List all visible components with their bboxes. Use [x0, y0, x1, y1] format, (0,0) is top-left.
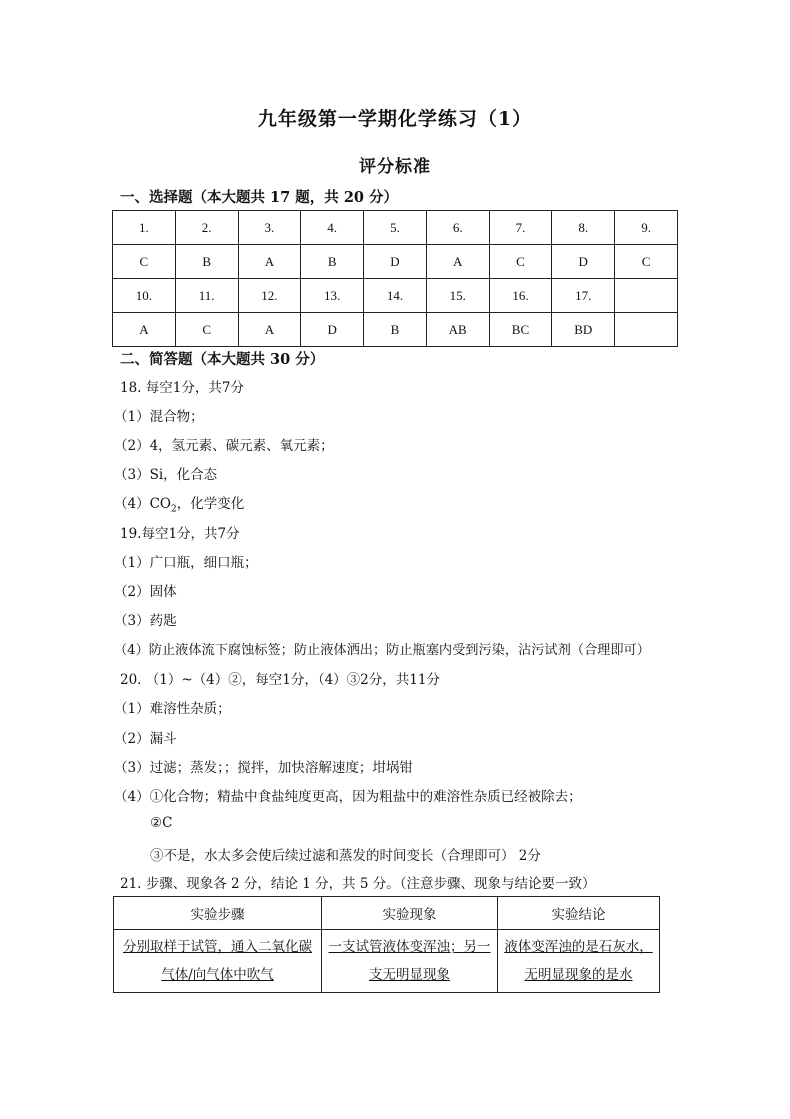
table-cell: 7.: [489, 211, 552, 245]
q20-line-4: （4）①化合物；精盐中食盐纯度更高，因为粗盐中的难溶性杂质已经被除去；: [114, 789, 582, 805]
q20-line-3: （3）过滤；蒸发；；搅拌，加快溶解速度；坩埚钳: [114, 760, 413, 776]
q20-line-6: ③不是，水太多会使后续过滤和蒸发的时间变长（合理即可） 2分: [150, 848, 541, 864]
page-subtitle: 评分标准: [359, 157, 431, 177]
table-cell: 8.: [552, 211, 615, 245]
table-cell: 3.: [238, 211, 301, 245]
table-cell: D: [364, 245, 427, 279]
table-cell: A: [238, 245, 301, 279]
table-cell: A: [238, 313, 301, 347]
table-cell: 12.: [238, 279, 301, 313]
table-row: [113, 313, 678, 347]
q18-line-4-sub: 2: [171, 504, 177, 515]
table-cell: 6.: [426, 211, 489, 245]
table-cell: 1.: [113, 211, 176, 245]
q18-line-4: [114, 492, 244, 515]
table-row: [113, 245, 678, 279]
table-cell: 16.: [489, 279, 552, 313]
table-cell: 2.: [175, 211, 238, 245]
cell-line: 气体/向气体中吹气: [161, 967, 274, 983]
experiment-table: [113, 896, 660, 993]
q18-line-4-pre: （4）CO: [114, 496, 171, 512]
table-cell: C: [175, 313, 238, 347]
table-cell: AB: [426, 313, 489, 347]
table-cell: C: [113, 245, 176, 279]
column-header: 实验步骤: [114, 897, 322, 930]
column-header: 实验结论: [498, 897, 660, 930]
q18-line-2: （2）4，氢元素、碳元素、氧元素；: [114, 438, 334, 454]
table-cell-step: [114, 930, 322, 993]
table-cell: B: [175, 245, 238, 279]
table-cell: D: [552, 245, 615, 279]
table-cell: B: [301, 245, 364, 279]
table-cell: [615, 279, 678, 313]
table-cell: 13.: [301, 279, 364, 313]
table-cell: C: [615, 245, 678, 279]
q20-line-1: （1）难溶性杂质；: [114, 701, 231, 717]
table-cell: 9.: [615, 211, 678, 245]
table-cell: 5.: [364, 211, 427, 245]
table-cell: BC: [489, 313, 552, 347]
q21-header: 21. 步骤、现象各 2 分，结论 1 分，共 5 分。（注意步骤、现象与结论要一致）: [120, 876, 596, 892]
q18-line-1: （1）混合物；: [114, 409, 204, 425]
section1-heading: 一、选择题（本大题共 17 题，共 20 分）: [120, 189, 399, 206]
cell-line: 分别取样于试管，通入二氧化碳: [123, 939, 312, 955]
q19-header: 19.每空1分，共7分: [120, 526, 240, 542]
cell-line: 一支试管液体变浑浊；另一: [328, 939, 491, 955]
table-row: [114, 930, 660, 993]
page-title: 九年级第一学期化学练习（1）: [257, 108, 533, 130]
table-cell: [615, 313, 678, 347]
table-cell: B: [364, 313, 427, 347]
table-cell: BD: [552, 313, 615, 347]
q20-line-5: ②C: [150, 815, 173, 831]
q18-line-4-post: ，化学变化: [176, 496, 245, 512]
q20-header: 20. （1）~（4）②，每空1分，（4）③2分，共11分: [120, 672, 440, 688]
q19-line-4: （4）防止液体流下腐蚀标签；防止液体洒出；防止瓶塞内受到污染，沾污试剂（合理即可）: [114, 643, 650, 658]
q19-line-3: （3）药匙: [114, 613, 177, 629]
table-cell: 14.: [364, 279, 427, 313]
q19-line-1: （1）广口瓶，细口瓶；: [114, 555, 258, 571]
q18-header: 18. 每空1分，共7分: [120, 380, 244, 396]
section2-heading: 二、简答题（本大题共 30 分）: [120, 351, 325, 368]
cell-line: 液体变浑浊的是石灰水，: [504, 939, 653, 955]
table-cell: C: [489, 245, 552, 279]
table-cell: 15.: [426, 279, 489, 313]
table-cell: D: [301, 313, 364, 347]
answer-table: [112, 210, 678, 347]
q20-line-2: （2）漏斗: [114, 731, 177, 747]
table-cell: A: [426, 245, 489, 279]
table-cell: 11.: [175, 279, 238, 313]
table-cell: 10.: [113, 279, 176, 313]
table-cell: 17.: [552, 279, 615, 313]
table-cell: A: [113, 313, 176, 347]
cell-line: 支无明显现象: [369, 967, 450, 983]
table-cell-phenomenon: [322, 930, 498, 993]
table-row: [113, 279, 678, 313]
table-cell: 4.: [301, 211, 364, 245]
table-row: [113, 211, 678, 245]
table-header-row: [114, 897, 660, 930]
q19-line-2: （2）固体: [114, 584, 177, 600]
cell-line: 无明显现象的是水: [524, 967, 633, 983]
table-cell-conclusion: [498, 930, 660, 993]
q18-line-3: （3）Si，化合态: [114, 467, 218, 483]
column-header: 实验现象: [322, 897, 498, 930]
